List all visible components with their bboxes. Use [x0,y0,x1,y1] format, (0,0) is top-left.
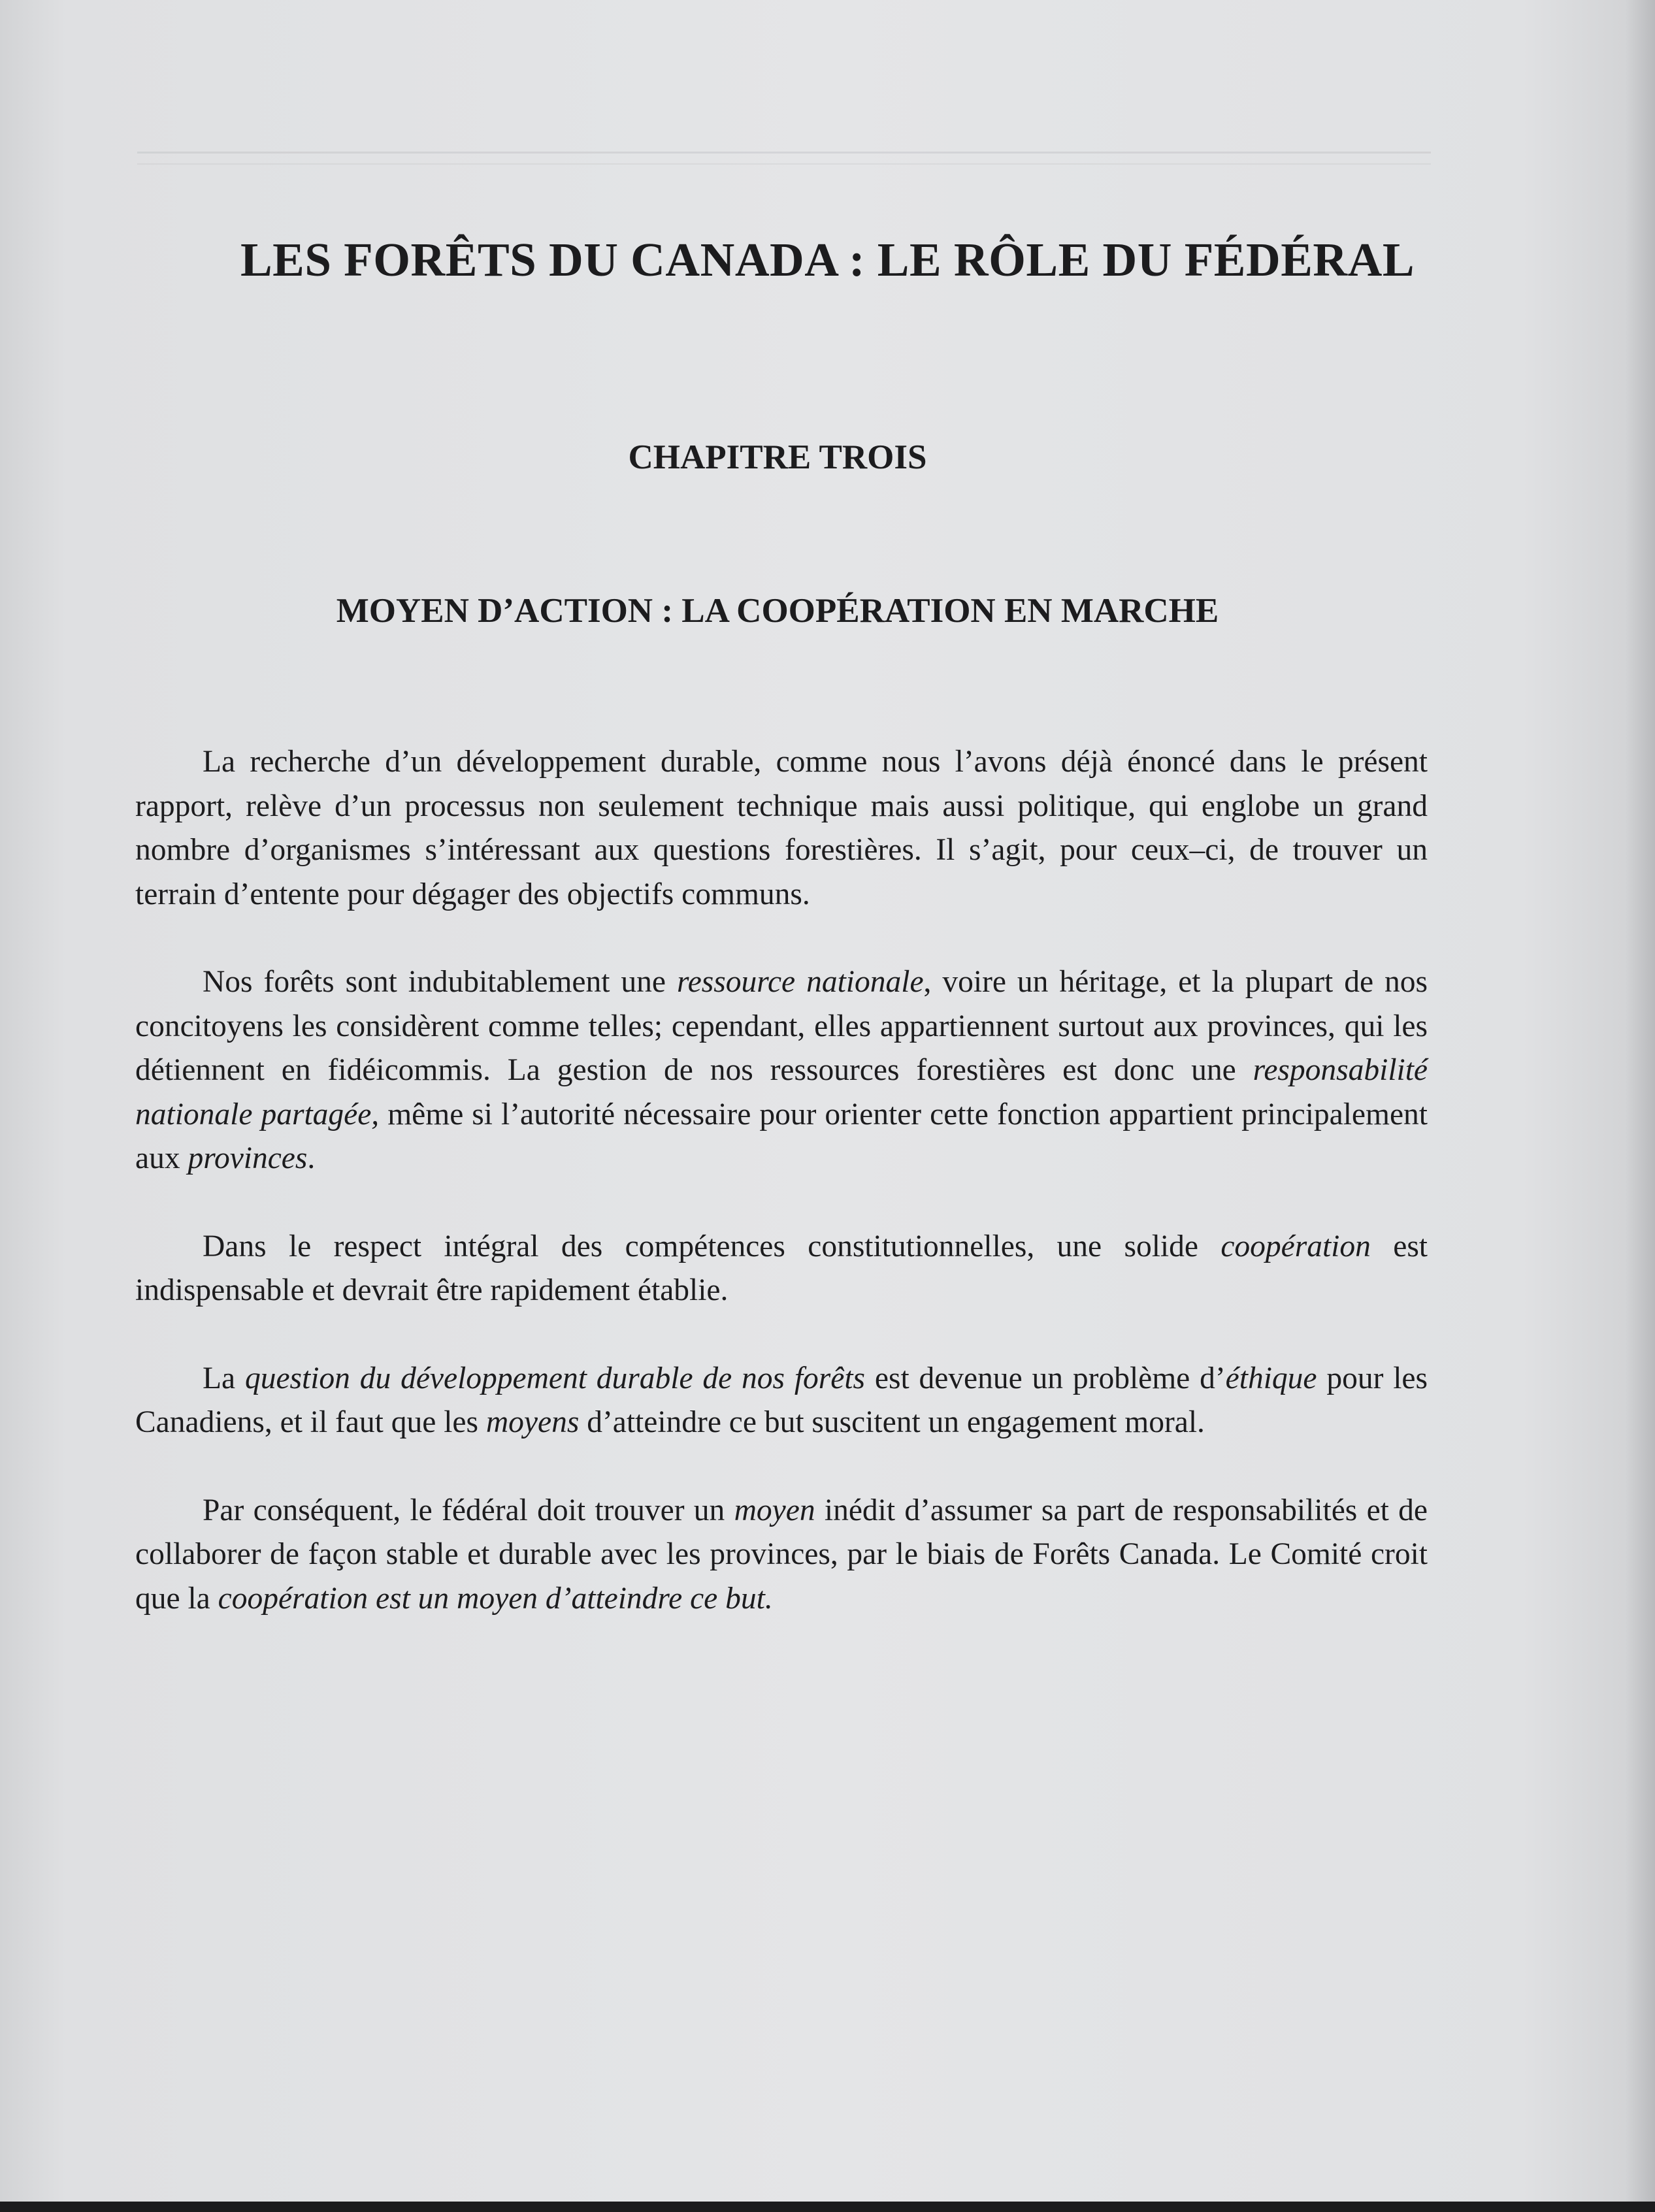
page-edge-shadow [1625,0,1655,2212]
paragraph-text: Dans le respect intégral des compétences constitutionnelles, une solide [203,1229,1221,1263]
emphasis-text: moyens [485,1405,580,1439]
emphasis-text: responsabilité nationale partagée, [135,1053,1428,1131]
paragraph-4 [135,1357,1428,1445]
emphasis-text: éthique [1225,1361,1317,1395]
body-text [135,740,1428,1665]
emphasis-text: ressource nationale [676,965,924,999]
paragraph-text: d’atteindre ce but suscitent un engagement moral. [579,1405,1205,1439]
paragraph-5 [135,1489,1428,1621]
paragraph-text: Par conséquent, le fédéral doit trouver un [203,1493,734,1527]
paragraph-1 [135,740,1428,917]
paragraph-text: . [307,1141,316,1175]
paragraph-text: La recherche d’un développement durable, comme nous l’avons déjà énoncé dans le présent rapport, relève d’un processus non seulement technique mais aussi politique, qui englobe un grand nombre d’organismes s’intéressant aux questions forestières. Il s’agit, pour ceux–ci, de trouver un terrain d’entente pour dégager des objectifs communs. [135,745,1428,911]
emphasis-text: coopération [1221,1229,1371,1263]
paragraph-text: même si l’autorité nécessaire pour orienter cette fonction appartient principalement aux [135,1097,1428,1175]
paragraph-text: pour les Canadiens, et il faut que les [135,1361,1428,1439]
paragraph-text: est indispensable et devrait être rapidement établie. [135,1229,1428,1307]
bleed-through-rule [137,163,1431,165]
bleed-through-rule [137,152,1431,154]
chapter-title: CHAPITRE TROIS [628,438,927,476]
paragraph-text: est devenue un problème d’ [865,1361,1226,1395]
section-title: MOYEN D’ACTION : LA COOPÉRATION EN MARCHE [336,592,1219,630]
main-title: LES FORÊTS DU CANADA : LE RÔLE DU FÉDÉRAL [240,233,1415,286]
emphasis-text: provinces [188,1141,308,1175]
scan-bottom-edge [0,2202,1655,2212]
emphasis-text: moyen [734,1493,815,1527]
paragraph-text: Nos forêts sont indubitablement une [203,965,677,999]
emphasis-text: question du développement durable de nos forêts [244,1361,866,1395]
emphasis-text: coopération est un moyen d’atteindre ce but. [218,1581,773,1616]
paragraph-text: inédit d’assumer sa part de responsabilités et de collaborer de façon stable et durable avec les provinces, par le biais de Forêts Canada. Le Comité croit que la [135,1493,1428,1616]
paragraph-3 [135,1225,1428,1313]
paragraph-text: , voire un héritage, et la plupart de nos concitoyens les considèrent comme telles; cependant, elles appartiennent surtout aux provinces, qui les détiennent en fidéicommis. La gestion de nos ressources forestières est donc une [135,965,1428,1087]
paragraph-text: La [203,1361,245,1395]
paragraph-2 [135,960,1428,1181]
